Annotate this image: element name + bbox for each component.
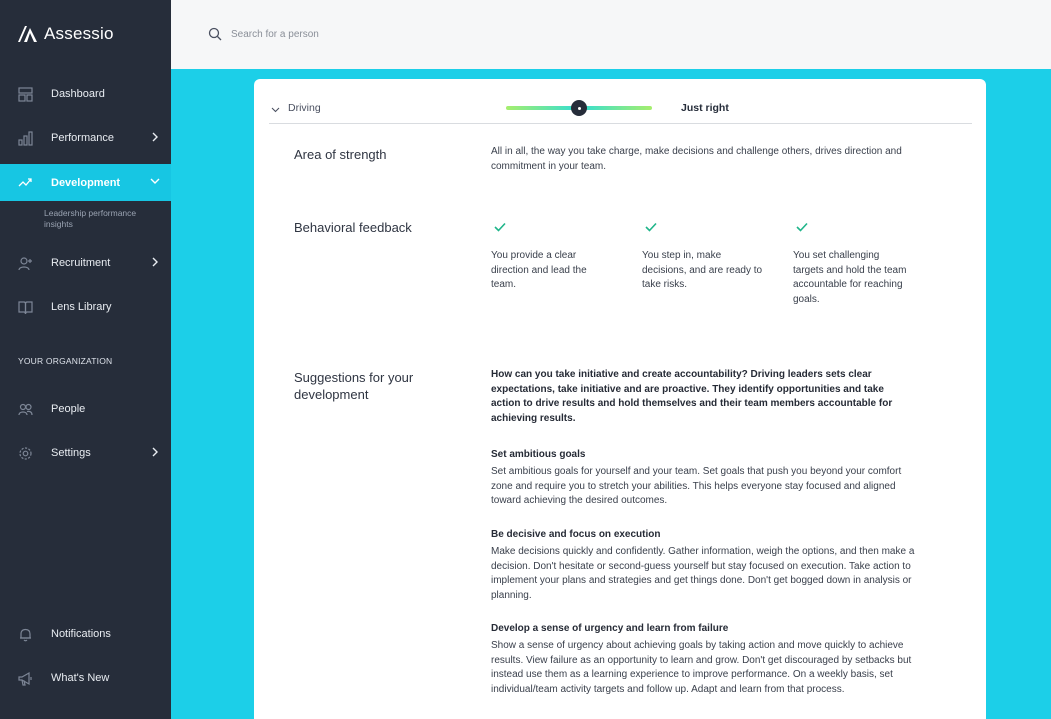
dashboard-icon [18, 87, 33, 102]
bar-chart-icon [18, 131, 33, 146]
gear-icon [18, 446, 33, 461]
section-name: Driving [288, 102, 321, 114]
logo[interactable] [18, 24, 114, 44]
sidebar-item-label: What's New [51, 672, 110, 684]
people-icon [18, 402, 33, 417]
chevron-down-icon [150, 176, 160, 186]
rating-label: Just right [681, 102, 729, 114]
feedback-item: You set challenging targets and hold the team accountable for reaching goals. [793, 250, 907, 305]
top-bar [171, 0, 1051, 69]
sidebar-subitem-leadership-insights[interactable]: Leadership performance insights [44, 208, 137, 229]
add-user-icon [18, 256, 33, 271]
sidebar-item-people[interactable] [0, 391, 171, 427]
megaphone-icon [18, 671, 33, 686]
level-slider [506, 100, 652, 116]
sidebar-item-label: Performance [51, 132, 114, 144]
sidebar-item-recruitment[interactable] [0, 245, 171, 281]
section-header[interactable] [269, 94, 972, 124]
assessio-logo-icon [18, 25, 38, 43]
sidebar-item-development[interactable] [0, 164, 171, 201]
insight-card [254, 79, 986, 719]
sidebar-item-label: Lens Library [51, 301, 112, 313]
check-icon [645, 222, 657, 232]
suggestions-intro: How can you take initiative and create accountability? Driving leaders sets clear expectations, take initiative and are proactive. They identify opportunities and take action to drive results and hold themselves and their team members accountable for achieving results. [491, 369, 893, 424]
chevron-right-icon [150, 132, 160, 142]
chevron-right-icon [150, 257, 160, 267]
chevron-down-icon[interactable] [271, 105, 280, 114]
check-icon [494, 222, 506, 232]
book-icon [18, 300, 33, 315]
sidebar-item-label: Dashboard [51, 88, 105, 100]
suggestion-text: Set ambitious goals for yourself and your team. Set goals that push you beyond your comfort zone and require you to stretch your abilities. This helps everyone stay focused and aligned toward achieving the desired outcomes. [491, 466, 902, 507]
sidebar-item-whats-new[interactable] [0, 660, 171, 696]
suggestion-text: Make decisions quickly and confidently. Gather information, weigh the options, and then make a decision. Don't hesitate or second-guess yourself but stay focused on execution. Take action to implement your plans and strategies and get things done. Don't get bogged down in analysis or planning. [491, 546, 915, 601]
strength-text: All in all, the way you take charge, make decisions and challenge others, drives direction and commitment in your team. [491, 146, 902, 172]
sidebar-item-label: Settings [51, 447, 91, 459]
check-icon [796, 222, 808, 232]
bell-icon [18, 627, 33, 642]
search-icon [208, 27, 222, 41]
section-label-organization: YOUR ORGANIZATION [18, 356, 113, 366]
strength-title: Area of strength [294, 147, 387, 162]
feedback-item: You provide a clear direction and lead the team. [491, 250, 587, 291]
trending-up-icon [18, 175, 33, 190]
slider-thumb [571, 100, 587, 116]
search-input[interactable] [231, 26, 531, 42]
suggestion-heading: Be decisive and focus on execution [491, 529, 661, 540]
logo-text: Assessio [44, 24, 114, 43]
suggestions-title: Suggestions for your development [294, 370, 414, 402]
suggestion-text: Show a sense of urgency about achieving goals by taking action and move quickly to achieve results. View failure as an opportunity to learn and grow. Don't get discouraged by setbacks but instead use them as a learning experience to improve performance. On a weekly basis, set individual/team activity targets and follow up. Adapt and learn from that process. [491, 640, 912, 695]
sidebar-item-label: People [51, 403, 86, 415]
feedback-item: You step in, make decisions, and are ready to take risks. [642, 250, 763, 291]
sidebar-item-label: Development [51, 176, 121, 189]
sidebar-item-label: Notifications [51, 628, 111, 640]
suggestion-heading: Develop a sense of urgency and learn from failure [491, 623, 729, 634]
sidebar [0, 0, 171, 719]
chevron-right-icon [150, 447, 160, 457]
suggestion-heading: Set ambitious goals [491, 449, 586, 460]
sidebar-item-settings[interactable] [0, 435, 171, 471]
feedback-title: Behavioral feedback [294, 220, 412, 235]
sidebar-item-label: Recruitment [51, 257, 111, 269]
sidebar-item-notifications[interactable] [0, 616, 171, 652]
sidebar-item-lens-library[interactable] [0, 289, 171, 325]
sidebar-item-performance[interactable] [0, 120, 171, 156]
sidebar-item-dashboard[interactable] [0, 76, 171, 112]
